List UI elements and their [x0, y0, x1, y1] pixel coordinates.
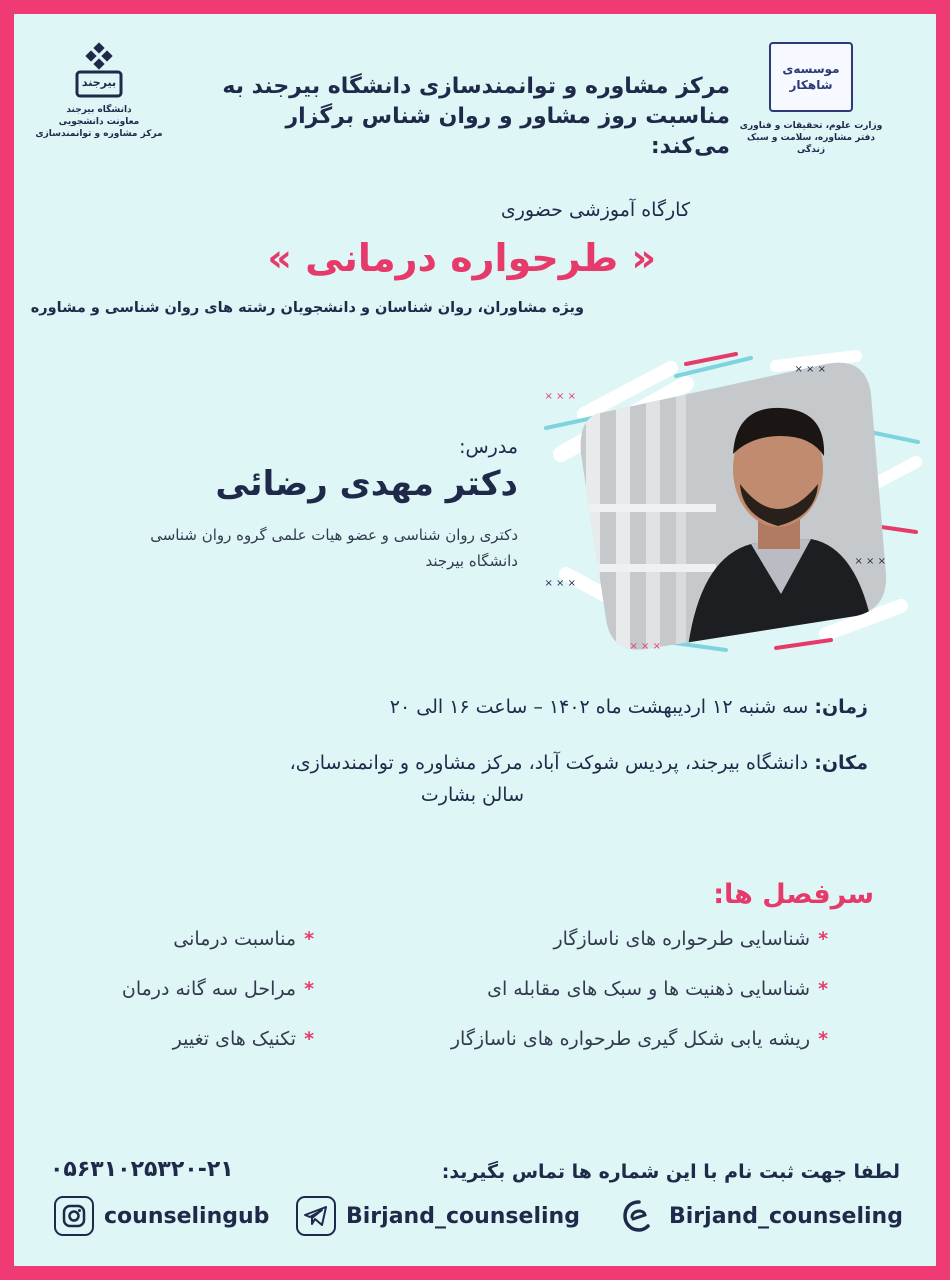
workshop-title: « طرحواره درمانی »	[267, 236, 656, 280]
instagram-icon	[54, 1196, 94, 1236]
header-line-1: مرکز مشاوره و توانمندسازی دانشگاه بیرجند به	[222, 74, 730, 99]
topic-item: *ریشه یابی شکل گیری طرحواره های ناسازگار	[450, 1028, 828, 1050]
event-place	[48, 747, 868, 811]
event-time	[390, 696, 868, 718]
social-bar	[54, 1196, 904, 1242]
instructor-bio-line-2: دانشگاه بیرجند	[425, 552, 518, 570]
bullet-star-icon: *	[304, 978, 314, 1000]
place-label: مکان:	[814, 752, 868, 774]
time-label: زمان:	[814, 696, 868, 718]
social-telegram[interactable]	[296, 1196, 580, 1236]
svg-text:× × ×: × × ×	[544, 391, 576, 402]
contact-prompt: لطفا جهت ثبت نام با این شماره ها تماس بگیرید:	[441, 1161, 900, 1183]
workshop-type: کارگاه آموزشی حضوری	[500, 199, 690, 221]
topic-item: *مناسبت درمانی	[173, 928, 314, 950]
instructor-bio-line-1: دکتری روان شناسی و عضو هیات علمی گروه روان شناسی	[150, 526, 518, 544]
svg-text:× × ×: × × ×	[544, 578, 576, 589]
svg-text:× × ×: × × ×	[854, 556, 886, 567]
instagram-handle: counselingub	[104, 1203, 270, 1229]
topics-right-column	[428, 928, 828, 1078]
ministry-name: وزارت علوم، تحقیقات و فناوری	[739, 121, 883, 131]
social-instagram[interactable]	[54, 1196, 269, 1236]
ministry-logo	[736, 42, 886, 156]
ministry-emblem	[769, 42, 853, 112]
instructor-photo-frame	[526, 344, 926, 664]
topic-item: *شناسایی ذهنیت ها و سبک های مقابله ای	[487, 978, 828, 1000]
social-eitaa[interactable]	[619, 1196, 903, 1236]
bullet-star-icon: *	[818, 928, 828, 950]
topics-heading: سرفصل ها:	[713, 879, 874, 910]
university-name: دانشگاه بیرجند	[66, 105, 132, 115]
topic-item: *شناسایی طرحواره های ناسازگار	[553, 928, 828, 950]
bullet-star-icon: *	[818, 978, 828, 1000]
workshop-audience: ویژه مشاوران، روان شناسان و دانشجویان رشته های روان شناسی و مشاوره	[30, 300, 584, 316]
topics-left-column	[64, 928, 314, 1078]
time-value: سه شنبه ۱۲ اردیبهشت ماه ۱۴۰۲ – ساعت ۱۶ الی ۲۰	[389, 696, 809, 718]
ministry-office: دفتر مشاوره، سلامت و سبک زندگی	[746, 133, 876, 155]
header	[200, 72, 730, 162]
eitaa-handle: Birjand_counseling	[669, 1203, 903, 1229]
instructor-label: مدرس:	[459, 436, 518, 458]
bullet-star-icon: *	[304, 928, 314, 950]
topic-item: *تکنیک های تغییر	[172, 1028, 314, 1050]
university-deputy: معاونت دانشجویی	[58, 117, 140, 127]
instructor-bio	[150, 522, 518, 574]
telegram-icon	[296, 1196, 336, 1236]
university-center: مرکز مشاوره و توانمندسازی	[35, 129, 163, 139]
svg-text:× × ×: × × ×	[794, 364, 826, 375]
bullet-star-icon: *	[304, 1028, 314, 1050]
topic-item: *مراحل سه گانه درمان	[121, 978, 314, 1000]
eitaa-icon	[619, 1196, 659, 1236]
university-logo	[34, 42, 164, 140]
university-emblem	[69, 42, 129, 100]
telegram-handle: Birjand_counseling	[346, 1203, 580, 1229]
place-value-line-2: سالن بشارت	[420, 784, 524, 806]
poster	[14, 14, 936, 1266]
ministry-emblem-text: موسسه‌ی شاهکار	[782, 62, 840, 92]
contact-phone[interactable]: ۰۵۶۳۱۰۲۵۳۲۰-۲۱	[50, 1157, 234, 1182]
instructor-name: دکتر مهدی رضائی	[215, 464, 518, 504]
svg-text:× × ×: × × ×	[629, 641, 661, 652]
place-value-line-1: دانشگاه بیرجند، پردیس شوکت آباد، مرکز مشاوره و توانمندسازی،	[289, 752, 809, 774]
bullet-star-icon: *	[818, 1028, 828, 1050]
university-emblem-text: بیرجند	[81, 76, 117, 89]
decorative-shapes	[526, 344, 926, 664]
header-line-2: مناسبت روز مشاور و روان شناس برگزار می‌کند:	[285, 104, 730, 159]
